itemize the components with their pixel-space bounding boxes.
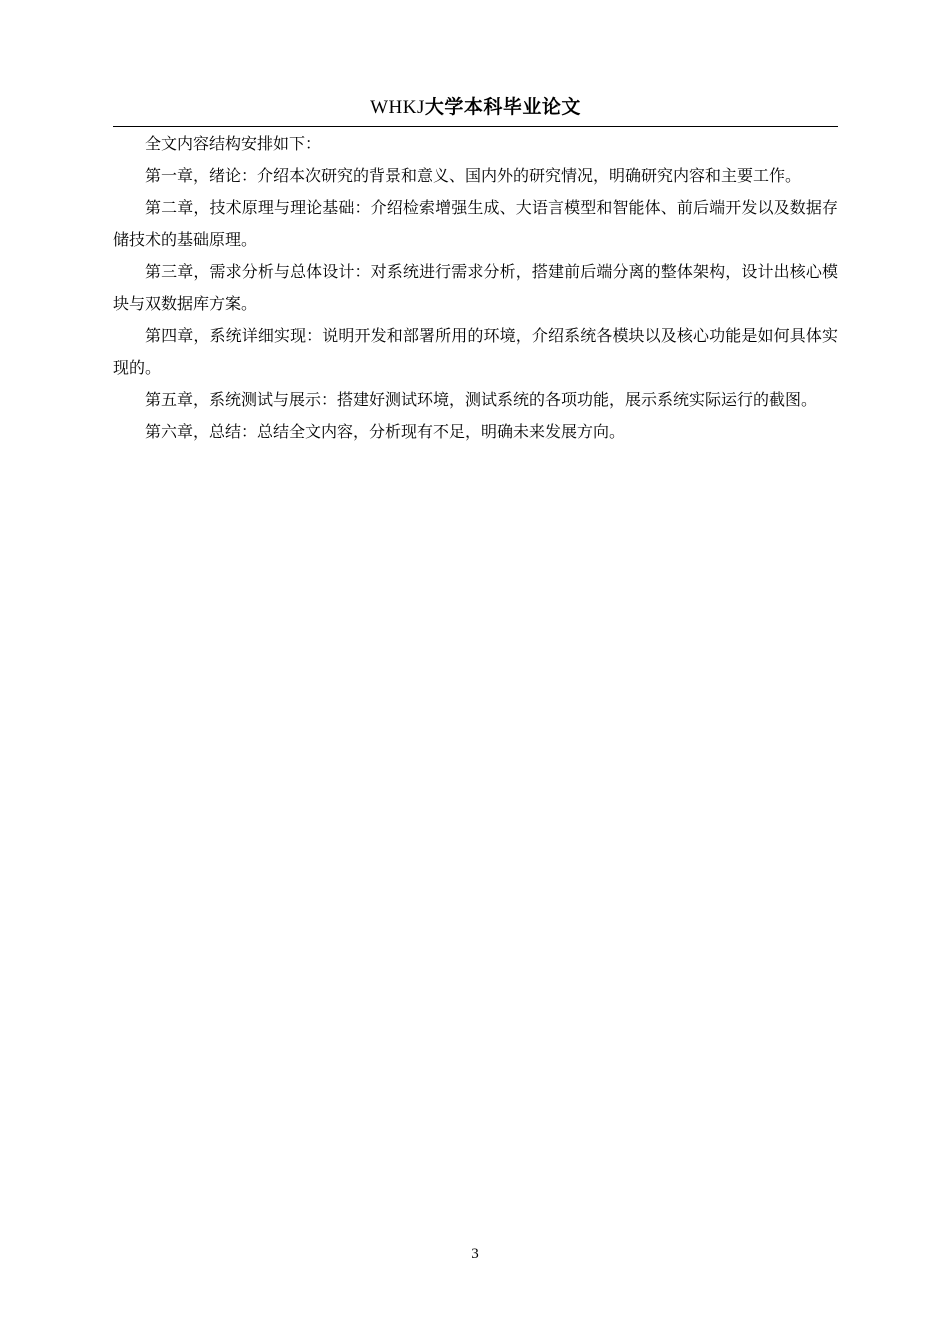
paragraph-chapter-5: 第五章，系统测试与展示：搭建好测试环境，测试系统的各项功能，展示系统实际运行的截图。	[145, 390, 818, 409]
header-title-latin: WHKJ	[370, 97, 425, 118]
paragraph-chapter-4: 第四章，系统详细实现：说明开发和部署所用的环境，介绍系统各模块以及核心功能是如何具体实现的。	[113, 326, 838, 377]
paragraph-intro: 全文内容结构安排如下：	[145, 134, 322, 153]
header-title	[370, 94, 581, 121]
page-number: 3	[471, 1246, 479, 1262]
paragraph-chapter-1: 第一章，绪论：介绍本次研究的背景和意义、国内外的研究情况，明确研究内容和主要工作。	[145, 166, 802, 185]
paragraph-chapter-6: 第六章，总结：总结全文内容，分析现有不足，明确未来发展方向。	[145, 422, 626, 441]
page-header	[113, 94, 838, 127]
header-title-cjk: 大学本科毕业论文	[424, 96, 581, 118]
document-body	[113, 128, 838, 448]
paragraph-chapter-3: 第三章，需求分析与总体设计：对系统进行需求分析，搭建前后端分离的整体架构，设计出核心模块与双数据库方案。	[113, 262, 838, 313]
paragraph-chapter-2: 第二章，技术原理与理论基础：介绍检索增强生成、大语言模型和智能体、前后端开发以及数据存储技术的基础原理。	[113, 198, 838, 249]
